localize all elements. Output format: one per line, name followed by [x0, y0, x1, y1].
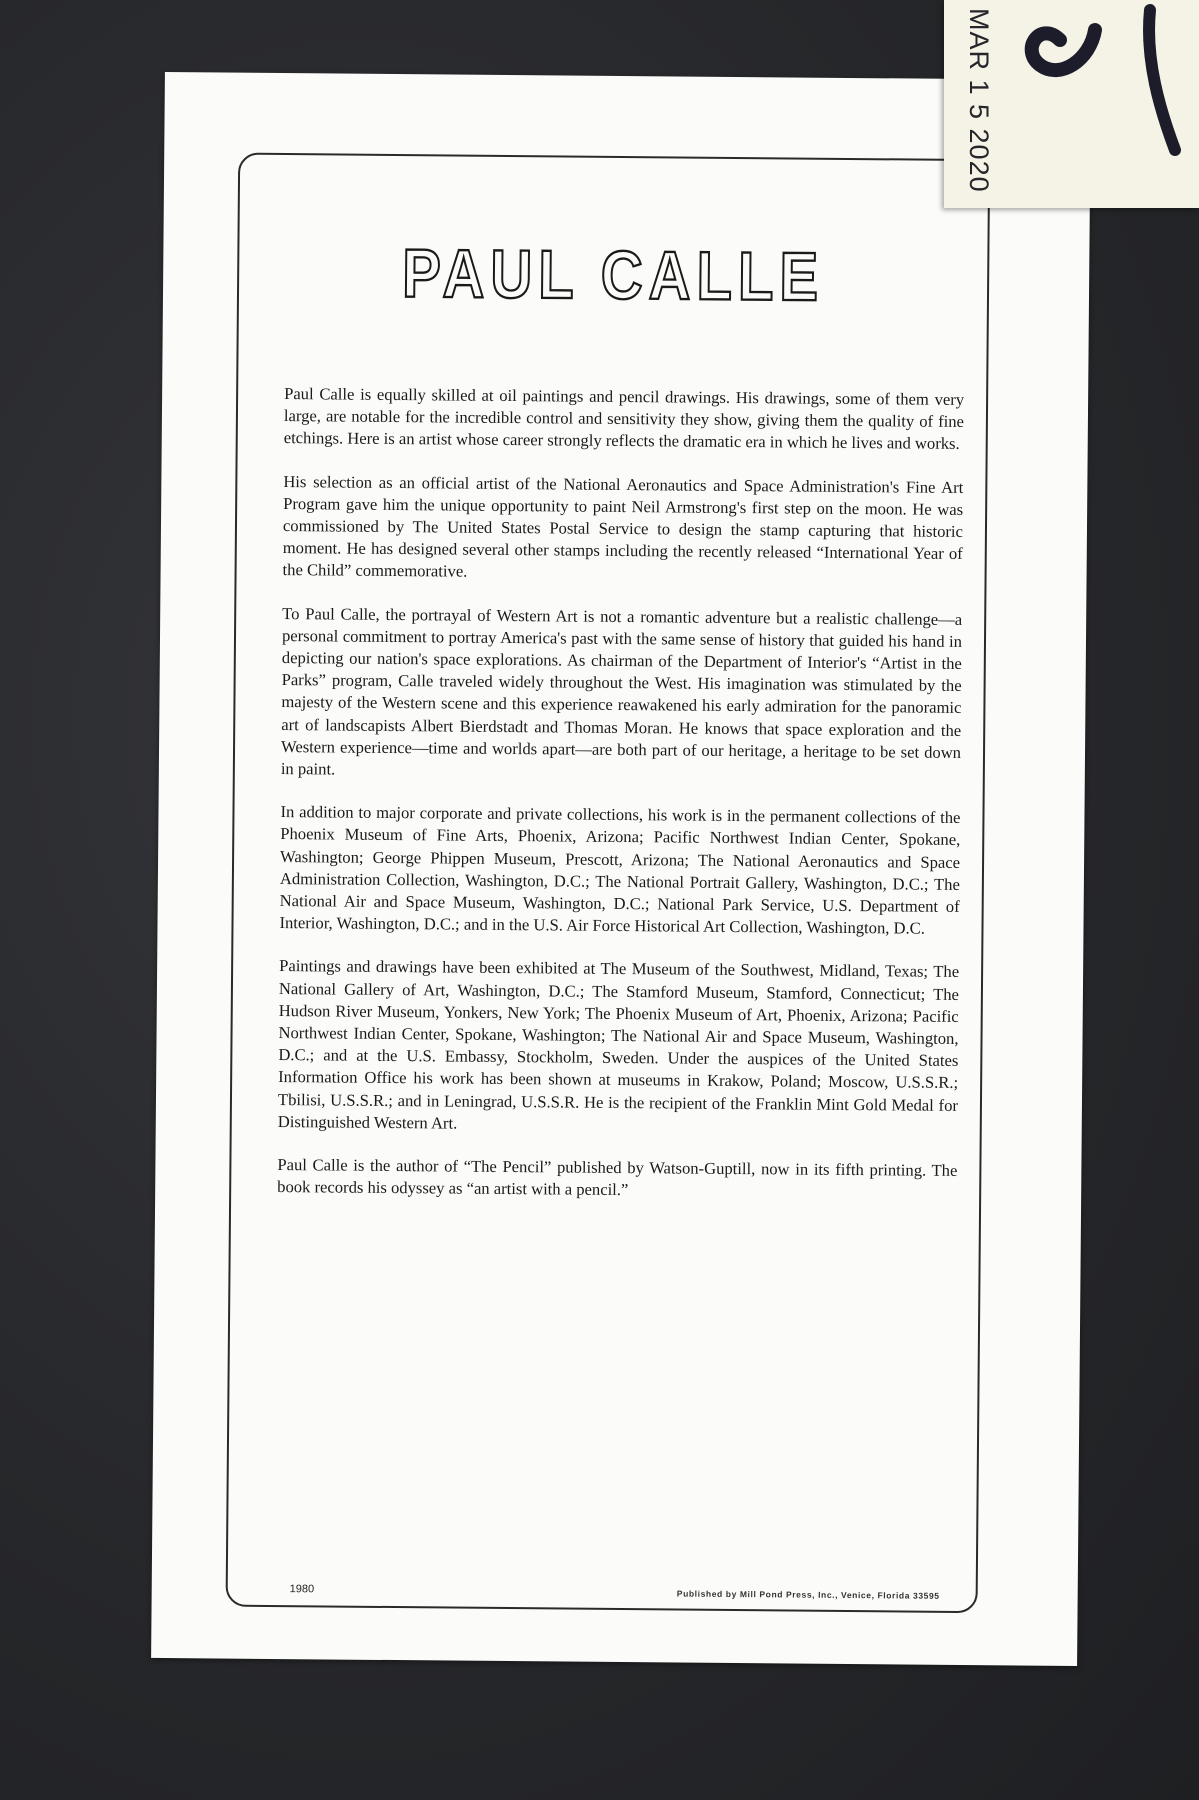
- bio-paragraph-3: To Paul Calle, the portrayal of Western Art is not a romantic adventure but a realistic challenge—a personal commitment to portray America's past with the same sense of history that guided his hand in depicting our nation's space explorations. As chairman of the Department of Interior's “Artist in the Parks” program, Calle traveled widely throughout the West. His imagination was stimulated by the majesty of the Western scene and this experience reawakened his early admiration for the panoramic art of landscapists Albert Bierdstadt and Thomas Moran. He knows that space exploration and the Western experience—time and worlds apart—are both part of our heritage, a heritage to be set down in paint.: [280, 603, 963, 779]
- inventory-sticker: [944, 0, 1199, 208]
- date-stamp: MAR 1 5 2020: [964, 8, 994, 193]
- publication-year: 1980: [289, 1583, 315, 1596]
- artist-name-title: PAUL CALLE: [401, 235, 825, 316]
- bio-paragraph-5: Paintings and drawings have been exhibited at The Museum of the Southwest, Midland, Texas; The National Gallery of Art, Washington, D.C.; The Stamford Museum, Stamford, Connecticut; The Hudson River Museum, Yonkers, New York; The Phoenix Museum of Art, Phoenix, Arizona; Pacific Northwest Indian Center, Spokane, Washington; The National Air and Space Museum, Washington, D.C.; and at the U.S. Embassy, Stockholm, Sweden. Under the auspices of the United States Information Office his work has been shown at museums in Krakow, Poland; Moscow, U.S.S.R.; Tbilisi, U.S.S.R.; and in Leningrad, U.S.S.R. He is the recipient of the Franklin Mint Gold Medal for Distinguished Western Art.: [277, 956, 960, 1133]
- bio-paragraph-4: In addition to major corporate and private collections, his work is in the permanent collections of the Phoenix Museum of Fine Arts, Phoenix, Arizona; Pacific Northwest Indian Center, Spokane, Washington; George Phippen Museum, Prescott, Arizona; The National Aeronautics and Space Administration Collection, Washington, D.C.; The National Portrait Gallery, Washington, D.C.; The National Air and Space Museum, Washington, D.C.; National Park Service, U.S. Department of Interior, Washington, D.C.; and in the U.S. Air Force Historical Art Collection, Washington, D.C.: [279, 802, 961, 938]
- bio-paragraph-1: Paul Calle is equally skilled at oil paintings and pencil drawings. His drawings, some of them very large, are notable for the incredible control and sensitivity they show, giving them the quality of fine etchings. Here is an artist whose career strongly reflects the dramatic era in which he lives and works.: [283, 384, 965, 454]
- bio-paragraph-6: Paul Calle is the author of “The Pencil” published by Watson-Guptill, now in its fifth printing. The book records his odyssey as “an artist with a pencil.”: [277, 1155, 958, 1200]
- bio-paragraph-2: His selection as an official artist of the National Aeronautics and Space Administration's Fine Art Program gave him the unique opportunity to paint Neil Armstrong's first step on the moon. He was commissioned by The United States Postal Service to design the stamp capturing that historic moment. He has designed several other stamps including the recently released “International Year of the Child” commemorative.: [282, 471, 964, 582]
- publisher-credit: Published by Mill Pond Press, Inc., Venice, Florida 33595: [676, 1588, 940, 1601]
- card-border-frame: [226, 153, 991, 1614]
- handwritten-mark: [1000, 0, 1199, 208]
- biography-text: [277, 383, 964, 1225]
- biography-card: [151, 72, 1091, 1666]
